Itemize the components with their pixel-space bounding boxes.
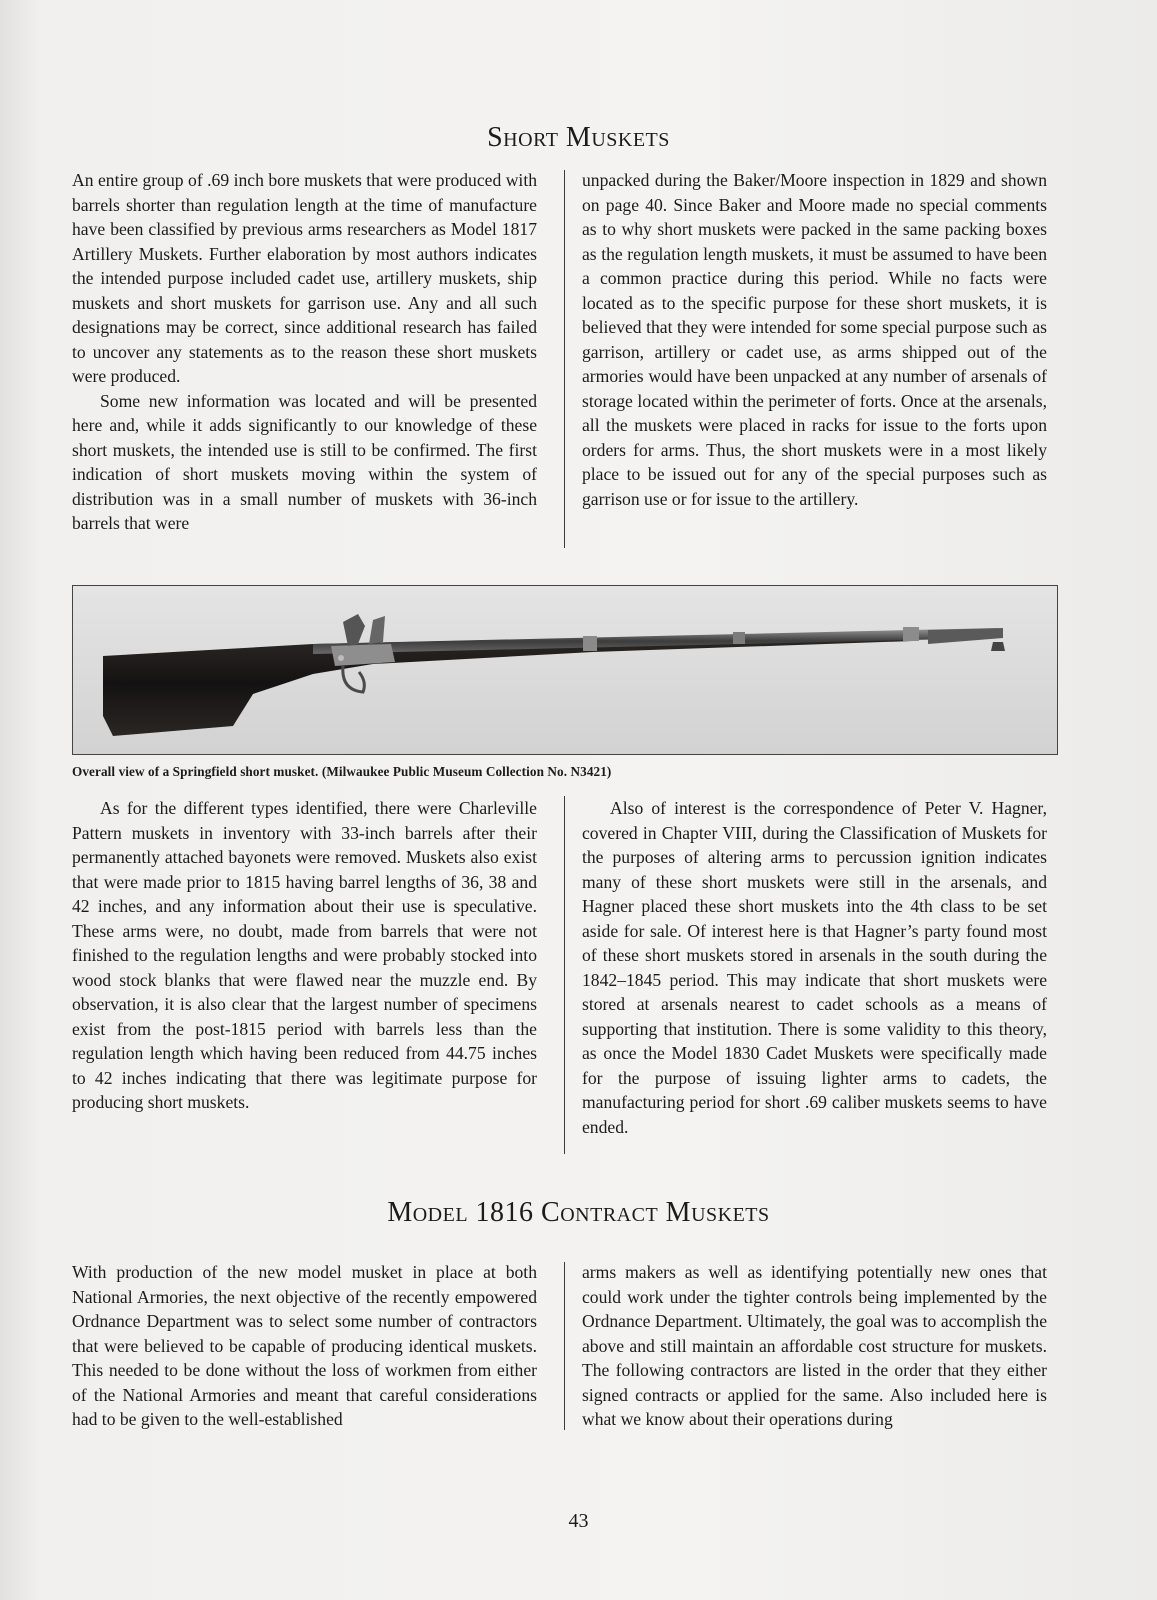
- paragraph: As for the different types identified, there were Charleville Pattern muskets in inventory with 33-inch barrels after their permanently attached bayonets were removed. Muskets also exist that were made prior to 1815 having barrel lengths of 36, 38 and 42 inches, and any information about their use is speculative. These arms were, no doubt, made from barrels that were not finished to the regulation lengths and were probably stocked into wood stock blanks that were flawed near the muzzle end. By observation, it is also clear that the largest number of specimens exist from the post-1815 period with barrels less than the regulation length which having been reduced from 44.75 inches to 42 inches indicating that there was legitimate purpose for producing short muskets.: [72, 798, 537, 1112]
- paragraph: unpacked during the Baker/Moore inspection in 1829 and shown on page 40. Since Baker and Moore made no special comments as to why short muskets were packed in the same packing boxes as the regulation length muskets, it must be assumed to have been a common practice during this period. While no facts were located as to the specific purpose for these short muskets, it is believed that they were intended for some special purpose such as garrison, artillery or cadet use, as arms shipped out of the armories would have been unpacked at any number of arsenals of storage located within the perimeter of forts. Once at the arsenals, all the muskets were placed in racks for issue to the forts upon orders for arms. Thus, the short muskets were in a most likely place to be issued out for any of the special purposes such as garrison use or for issue to the artillery.: [582, 170, 1047, 509]
- paragraph: An entire group of .69 inch bore muskets that were produced with barrels shorter than regulation length at the time of manufacture have been classified by previous arms researchers as Model 1817 Artillery Muskets. Further elaboration by most authors indicates the intended purpose included cadet use, artillery muskets, ship muskets and short muskets for garrison use. Any and all such designations may be correct, since additional research has failed to uncover any statements as to the reason these short muskets were produced.: [72, 170, 537, 386]
- left-column-middle: [72, 796, 537, 1115]
- section-heading-contract-muskets: Model 1816 Contract Muskets: [387, 1197, 770, 1228]
- musket-photo: [72, 585, 1058, 755]
- left-column-bottom: [72, 1260, 537, 1432]
- paragraph: Some new information was located and will be presented here and, while it adds significantly to our knowledge of these short muskets, the intended use is still to be confirmed. The first indication of short muskets moving within the system of distribution was in a small number of muskets with 36-inch barrels that were: [72, 390, 537, 533]
- column-divider: [564, 1262, 565, 1430]
- column-divider: [564, 796, 565, 1154]
- right-column-bottom: [582, 1260, 1047, 1432]
- column-divider: [564, 170, 565, 548]
- figure-caption: Overall view of a Springfield short musket. (Milwaukee Public Museum Collection No. N3421): [72, 764, 612, 779]
- right-column-middle: [582, 796, 1047, 1139]
- musket-image: [73, 586, 1058, 755]
- paragraph: Also of interest is the correspondence of Peter V. Hagner, covered in Chapter VIII, during the Classification of Muskets for the purposes of altering arms to percussion ignition indicates many of these short muskets were still in the arsenals, and Hagner placed these short muskets into the 4th class to be set aside for sale. Of interest here is that Hagner’s party found most of these short muskets stored in arsenals in the south during the 1842–1845 period. This may indicate that short muskets were stored at arsenals nearest to cadet schools as a means of supporting that institution. There is some validity to this theory, as once the Model 1830 Cadet Muskets were specifically made for the purpose of issuing lighter arms to cadets, the manufacturing period for short .69 caliber muskets seems to have ended.: [582, 798, 1047, 1137]
- page-number: 43: [568, 1510, 589, 1532]
- right-column-top: [582, 168, 1047, 511]
- section-heading-short-muskets: Short Muskets: [487, 122, 670, 153]
- paragraph: arms makers as well as identifying potentially new ones that could work under the tighter controls being implemented by the Ordnance Department. Ultimately, the goal was to accomplish the above and still maintain an affordable cost structure for muskets. The following contractors are listed in the order that they either signed contracts or applied for the same. Also included here is what we know about their operations during: [582, 1262, 1047, 1429]
- paragraph: With production of the new model musket in place at both National Armories, the next objective of the recently empowered Ordnance Department was to select some number of contractors that were believed to be capable of producing identical muskets. This needed to be done without the loss of workmen from either of the National Armories and meant that careful considerations had to be given to the well-established: [72, 1262, 537, 1429]
- left-column-top: [72, 168, 537, 536]
